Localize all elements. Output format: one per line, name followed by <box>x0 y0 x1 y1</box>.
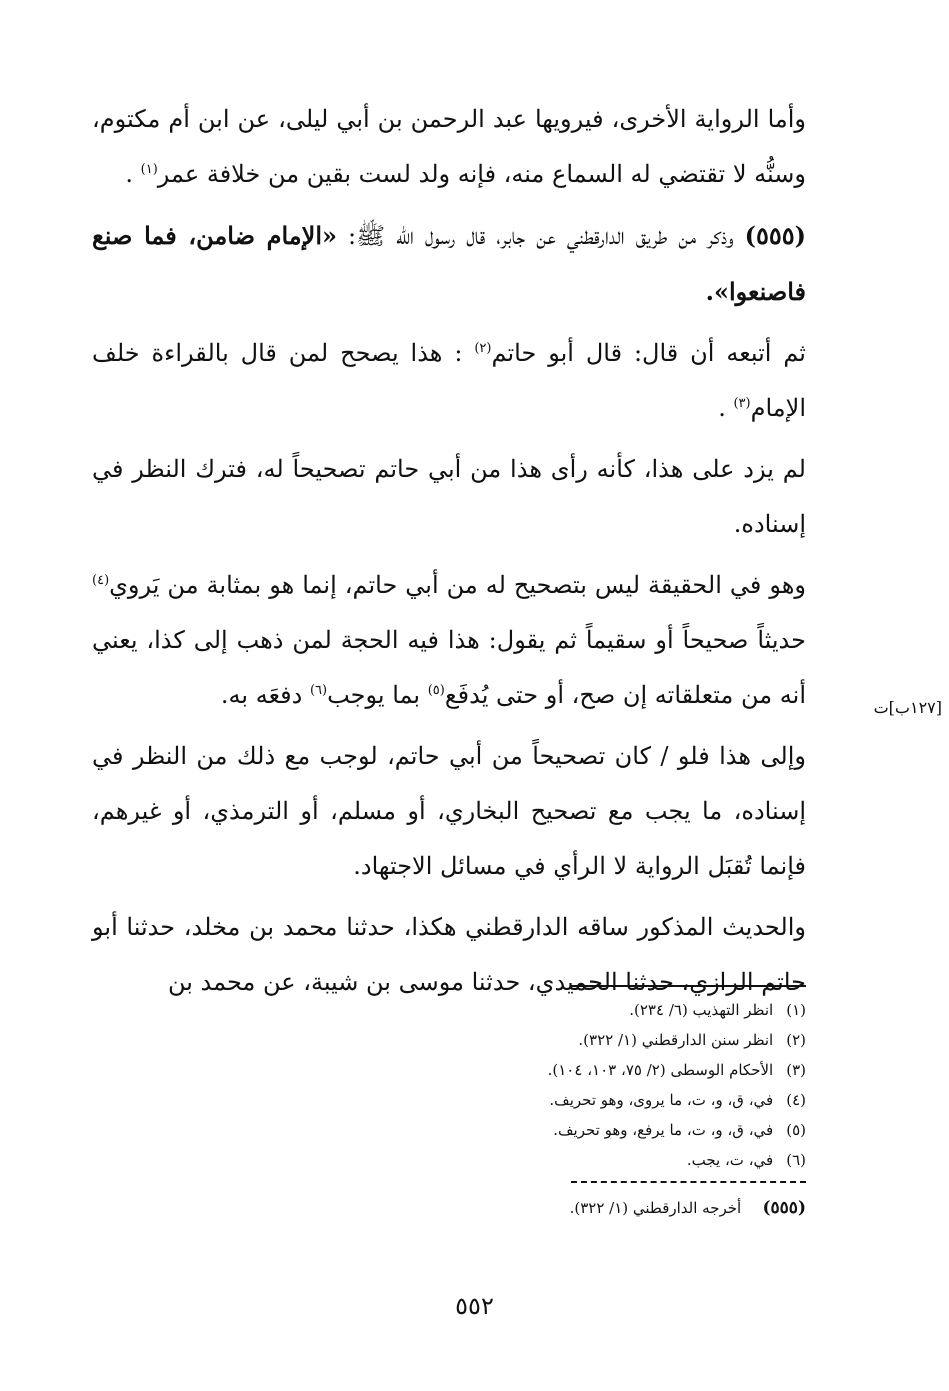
footnote-4 <box>506 1085 806 1115</box>
paragraph-3-text-b: : هذا يصحح لمن قال بالقراءة خلف الإمام <box>92 339 806 422</box>
footnote-ref-3[interactable]: (٣) <box>733 396 751 411</box>
footnote-text: في، ق، و، ت، ما يرفع، وهو تحريف. <box>553 1121 774 1139</box>
paragraph-5-text-b: حديثاً صحيحاً أو سقيماً ثم يقول: هذا فيه الحجة لمن ذهب إلى كذا، يعني أنه من متعلقاته إن صح، أو حتى يُدفَع <box>92 626 806 709</box>
paragraph-4: لم يزد على هذا، كأنه رأى هذا من أبي حاتم تصحيحاً له، فترك النظر في إسناده. <box>92 455 806 538</box>
footnote-number: (٦) <box>786 1151 806 1169</box>
footnote-number: (٢) <box>786 1031 806 1049</box>
footnote-2 <box>506 1025 806 1055</box>
footnote-text: في، ق، و، ت، ما يروى، وهو تحريف. <box>549 1091 774 1109</box>
footnote-number: (٥) <box>786 1121 806 1139</box>
hadith-number: (٥٥٥) <box>744 221 806 250</box>
footnote-text: انظر التهذيب (٦/ ٢٣٤). <box>629 1001 774 1019</box>
paragraph-1: وأما الرواية الأخرى، فيرويها عبد الرحمن بن أبي ليلى، عن ابن أم مكتوم، وسنُّه لا تقتضي له السماع منه، فإنه ولد لست بقين من خلافة عمر$^{(١)}$ . <box>92 105 806 188</box>
footnote-number: (٣) <box>786 1061 806 1079</box>
footnote-5 <box>506 1115 806 1145</box>
hadith-note-separator <box>571 1181 806 1183</box>
paragraph-5-text-d: دفعَه به. <box>220 681 303 709</box>
paragraph-7: والحديث المذكور ساقه الدارقطني هكذا، حدثنا محمد بن مخلد، حدثنا أبو حاتم الرازي، حدثنا الحميدي، حدثنا موسى بن شيبة، عن محمد بن <box>92 913 806 996</box>
hadith-note-number: (٥٥٥) <box>762 1198 806 1218</box>
footnote-ref-5[interactable]: (٥) <box>427 683 445 698</box>
paragraph-2 <box>92 208 806 320</box>
footnote-text: الأحكام الوسطى (٢/ ٧٥، ١٠٣، ١٠٤). <box>547 1061 774 1079</box>
paragraph-2-text: وذكر من طريق الدارقطني عن جابر، قال رسول الله ﷺ: <box>347 222 734 250</box>
paragraph-5-text-a: وهو في الحقيقة ليس بتصحيح له من أبي حاتم، إنما هو بمثابة من يَروي <box>109 571 806 599</box>
footnote-text: انظر سنن الدارقطني (١/ ٣٢٢). <box>578 1031 774 1049</box>
footnote-3 <box>506 1055 806 1085</box>
footnote-6 <box>506 1145 806 1175</box>
manuscript-folio-note: [١٢٧ب]ت <box>873 698 942 717</box>
footnote-1 <box>506 995 806 1025</box>
hadith-text: «الإمام ضامن، فما صنع فاصنعوا». <box>92 221 806 306</box>
paragraph-3: ثم أتبعه أن قال: قال أبو حاتم$^{(٢)}$ : هذا يصحح لمن قال بالقراءة خلف الإمام$^{(٣)}$ . <box>92 339 806 422</box>
hadith-note-text: أخرجه الدارقطني (١/ ٣٢٢). <box>569 1199 742 1217</box>
hadith-note <box>506 1193 806 1223</box>
footnote-ref-2[interactable]: (٢) <box>474 341 492 356</box>
paragraph-1-text: وأما الرواية الأخرى، فيرويها عبد الرحمن بن أبي ليلى، عن ابن أم مكتوم، وسنُّه لا تقتضي له السماع منه، فإنه ولد لست بقين من خلافة عمر <box>92 105 806 188</box>
paragraph-5 <box>92 558 806 723</box>
footnote-number: (١) <box>786 1001 806 1019</box>
footnote-ref-6[interactable]: (٦) <box>309 683 328 698</box>
footnote-number: (٤) <box>786 1091 806 1109</box>
footnotes <box>506 985 806 1223</box>
page-number: ٥٥٢ <box>455 1292 494 1320</box>
paragraph-6: وإلى هذا فلو / كان تصحيحاً من أبي حاتم، لوجب مع ذلك من النظر في إسناده، ما يجب مع تصحيح البخاري، أو مسلم، أو الترمذي، أو غيرهم، فإنما تُقبَل الرواية لا الرأي في مسائل الاجتهاد. <box>92 742 807 880</box>
footnote-ref-4[interactable]: (٤) <box>92 573 110 588</box>
footnote-text: في، ت، يجب. <box>686 1151 774 1169</box>
footnote-ref-1[interactable]: (١) <box>140 162 158 177</box>
paragraph-5-text-c: بما يوجب <box>327 681 421 709</box>
paragraph-3-text-a: ثم أتبعه أن قال: قال أبو حاتم <box>491 339 806 367</box>
footnote-separator <box>571 985 806 987</box>
